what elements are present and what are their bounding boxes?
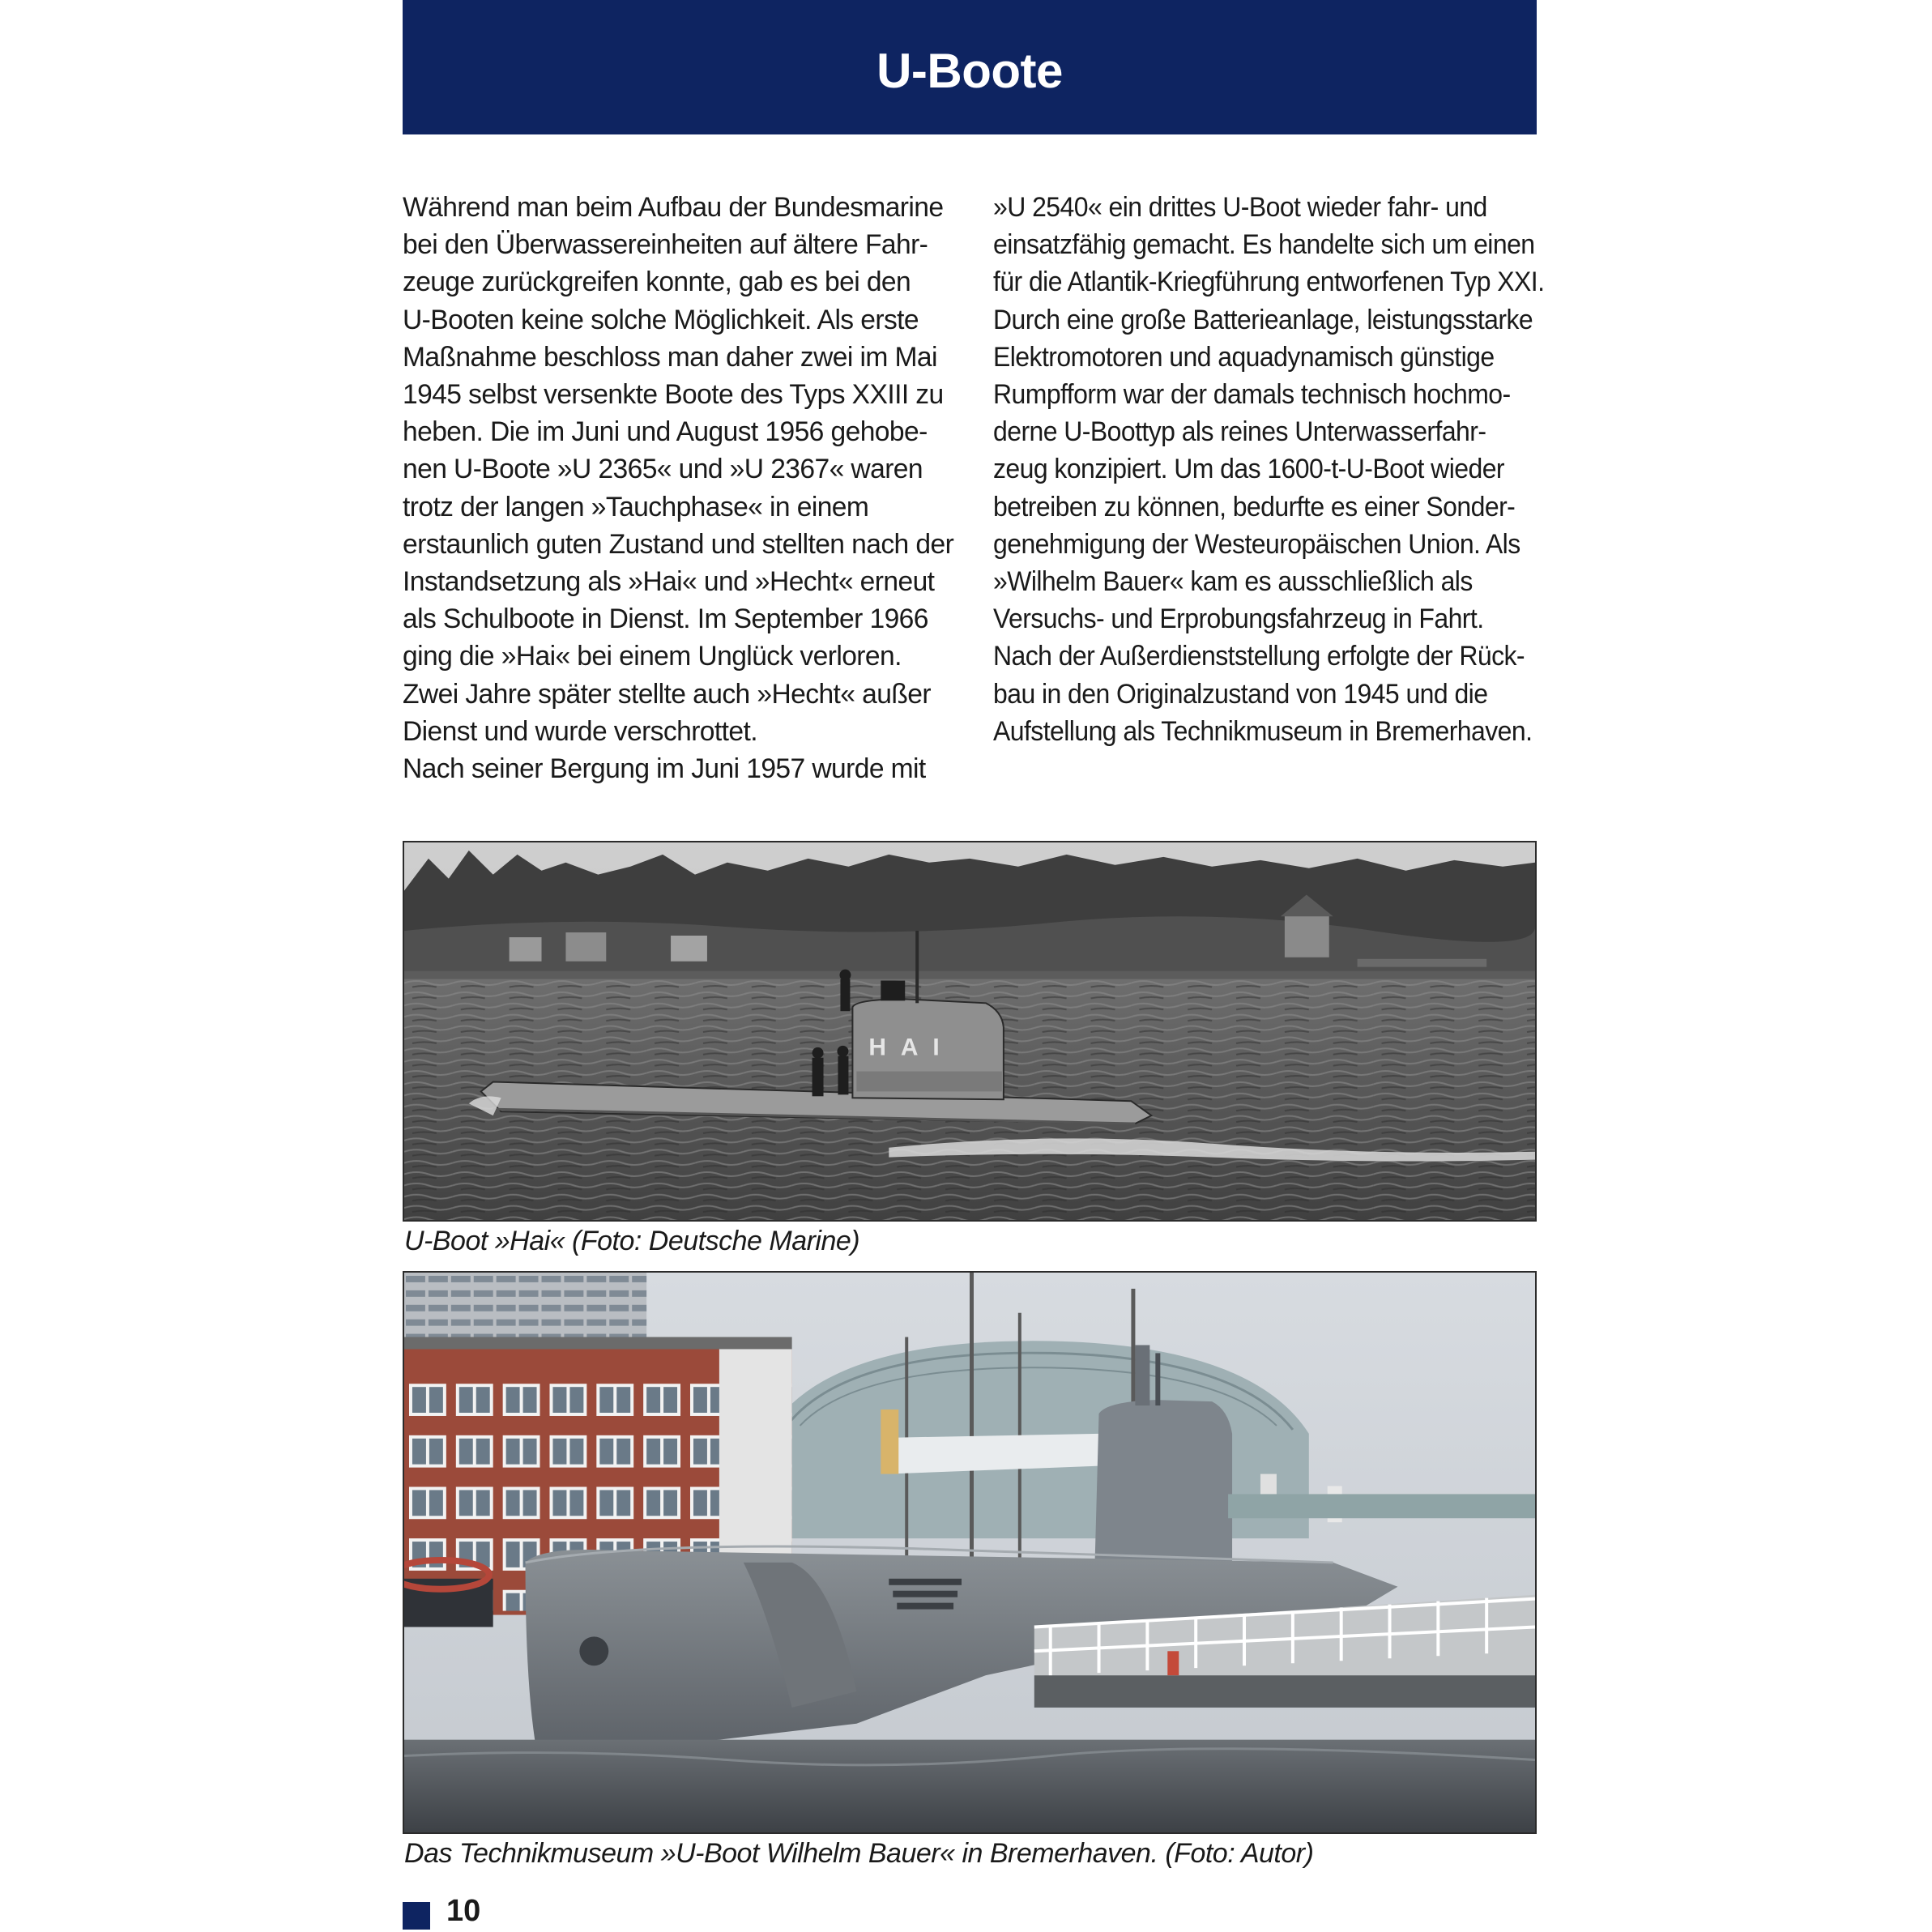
text-line: einsatzfähig gemacht. Es handelte sich um einen <box>993 229 1535 261</box>
photo-submarine-wilhelm-bauer <box>403 1271 1537 1834</box>
text-line: nen U-Boote »U 2365« und »U 2367« waren <box>403 454 923 485</box>
text-line: Maßnahme beschloss man daher zwei im Mai <box>403 341 937 373</box>
text-line: Instandsetzung als »Hai« und »Hecht« erneut <box>403 566 935 598</box>
text-line: derne U-Boottyp als reines Unterwasserfahr- <box>993 416 1486 448</box>
text-line: 1945 selbst versenkte Boote des Typs XXIII zu <box>403 379 944 411</box>
chapter-header-bar <box>403 0 1537 134</box>
photo-submarine-hai <box>403 841 1537 1222</box>
text-line: Nach der Außerdienststellung erfolgte der Rück- <box>993 641 1525 672</box>
text-line: zeuge zurückgreifen konnte, gab es bei den <box>403 267 911 298</box>
text-line: heben. Die im Juni und August 1956 gehobe- <box>403 416 928 448</box>
body-text-left-column <box>403 189 954 787</box>
text-line: bau in den Originalzustand von 1945 und die <box>993 678 1488 710</box>
text-line: Zwei Jahre später stellte auch »Hecht« außer <box>403 678 931 710</box>
text-line: für die Atlantik-Kriegführung entworfenen Typ XXI. <box>993 267 1545 298</box>
page-number: 10 <box>446 1894 481 1928</box>
photo-submarine-hai-illustration <box>404 842 1535 1220</box>
text-line: zeug konzipiert. Um das 1600-t-U-Boot wieder <box>993 454 1505 485</box>
text-line: Aufstellung als Technikmuseum in Bremerhaven. <box>993 715 1533 747</box>
text-line: Durch eine große Batterieanlage, leistungsstarke <box>993 304 1533 335</box>
text-line: genehmigung der Westeuropäischen Union. Als <box>993 528 1520 560</box>
tower-marking: HAI <box>868 1034 954 1061</box>
text-line: als Schulboote in Dienst. Im September 1966 <box>403 603 928 635</box>
text-line: ging die »Hai« bei einem Unglück verloren. <box>403 641 902 672</box>
text-line: Während man beim Aufbau der Bundesmarine <box>403 192 944 223</box>
text-line: erstaunlich guten Zustand und stellten nach der <box>403 528 954 560</box>
photo-caption-wilhelm-bauer: Das Technikmuseum »U-Boot Wilhelm Bauer« in Bremerhaven. (Foto: Autor) <box>404 1838 1314 1869</box>
text-line: »U 2540« ein drittes U-Boot wieder fahr- und <box>993 192 1487 223</box>
chapter-title: U-Boote <box>876 43 1063 98</box>
text-line: Elektromotoren und aquadynamisch günstige <box>993 341 1495 373</box>
text-line: »Wilhelm Bauer« kam es ausschließlich als <box>993 566 1473 598</box>
text-line: trotz der langen »Tauchphase« in einem <box>403 491 869 522</box>
photo-submarine-wilhelm-bauer-illustration <box>404 1273 1535 1832</box>
text-line: Versuchs- und Erprobungsfahrzeug in Fahrt. <box>993 603 1484 635</box>
page-number-marker <box>403 1902 430 1930</box>
text-line: Nach seiner Bergung im Juni 1957 wurde mit <box>403 753 926 785</box>
photo-caption-hai: U-Boot »Hai« (Foto: Deutsche Marine) <box>404 1226 860 1256</box>
body-text-right-column <box>993 189 1545 750</box>
text-line: Rumpfform war der damals technisch hochmo- <box>993 379 1511 411</box>
text-line: U-Booten keine solche Möglichkeit. Als erste <box>403 304 919 335</box>
text-line: betreiben zu können, bedurfte es einer Sonder- <box>993 491 1516 522</box>
text-line: bei den Überwassereinheiten auf ältere Fahr- <box>403 229 928 261</box>
text-line: Dienst und wurde verschrottet. <box>403 715 757 747</box>
